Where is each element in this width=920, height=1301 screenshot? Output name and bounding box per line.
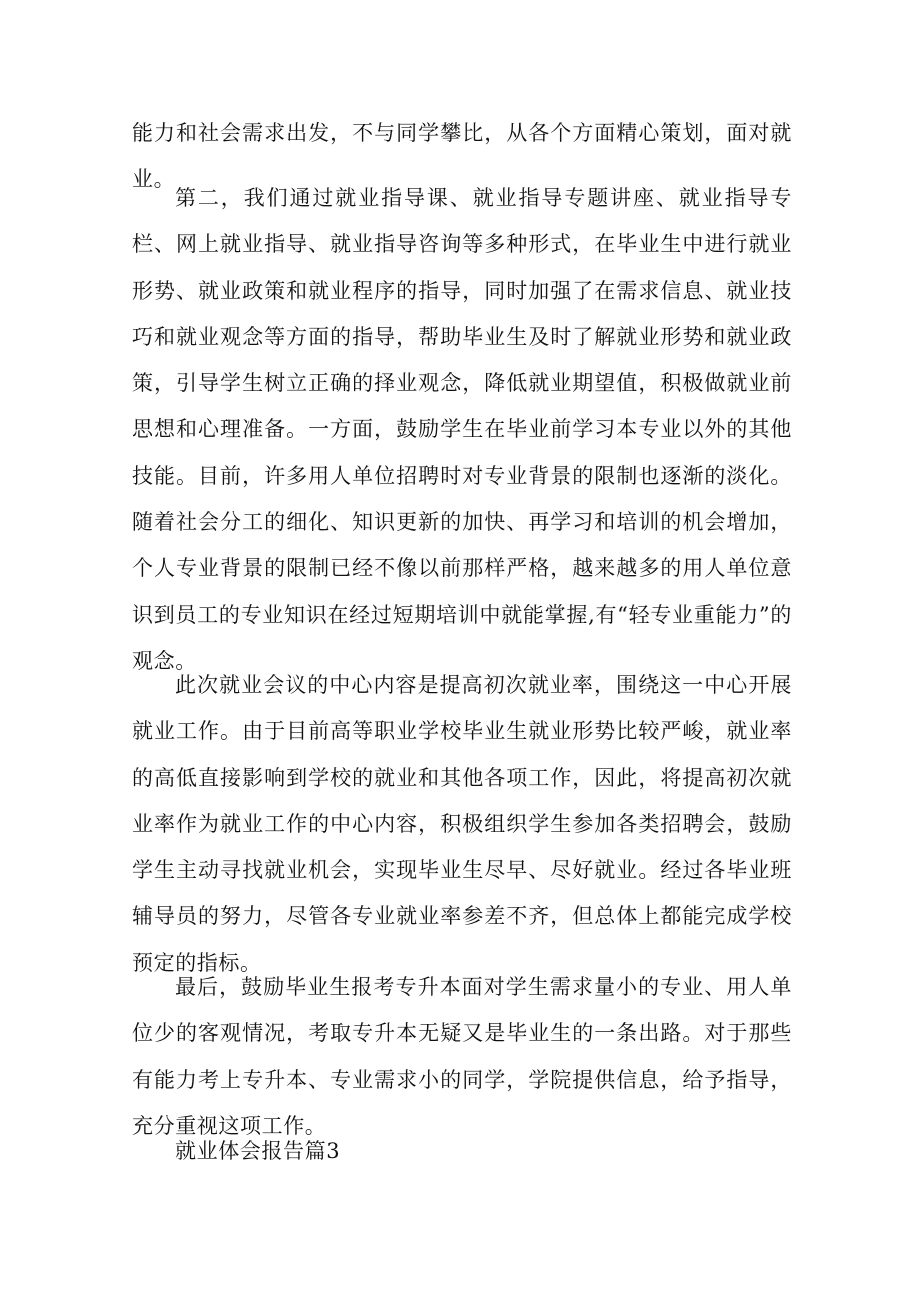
paragraph-continuation: 能力和社会需求出发，不与同学攀比，从各个方面精心策划，面对就业。 bbox=[132, 121, 792, 192]
section-heading: 就业体会报告篇3 bbox=[175, 1139, 341, 1163]
paragraph-employment-guidance: 第二，我们通过就业指导课、就业指导专题讲座、就业指导专栏、网上就业指导、就业指导咨询等多种形式，在毕业生中进行就业形势、就业政策和就业程序的指导，同时加强了在需求信息、就业技巧和就业观念等方面的指导，帮助毕业生及时了解就业形势和就业政策，引导学生树立正确的择业观念，降低就业期望值，积极做就业前思想和心理准备。一方面，鼓励学生在毕业前学习本专业以外的其他技能。目前，许多用人单位招聘时对专业背景的限制也逐渐的淡化。随着社会分工的细化、知识更新的加快、再学习和培训的机会增加，个人专业背景的限制已经不像以前那样严格，越来越多的用人单位意识到员工的专业知识在经过短期培训中就能掌握,有“轻专业重能力”的观念。 bbox=[132, 186, 792, 673]
paragraph-employment-meeting: 此次就业会议的中心内容是提高初次就业率，围绕这一中心开展就业工作。由于目前高等职业学校毕业生就业形势比较严峻，就业率的高低直接影响到学校的就业和其他各项工作，因此，将提高初次就业率作为就业工作的中心内容，积极组织学生参加各类招聘会，鼓励学生主动寻找就业机会，实现毕业生尽早、尽好就业。经过各毕业班辅导员的努力，尽管各专业就业率参差不齐，但总体上都能完成学校预定的指标。 bbox=[132, 673, 792, 975]
paragraph-upgrade-exam: 最后，鼓励毕业生报考专升本面对学生需求量小的专业、用人单位少的客观情况，考取专升本无疑又是毕业生的一条出路。对于那些有能力考上专升本、专业需求小的同学，学院提供信息，给予指导，充分重视这项工作。 bbox=[132, 975, 792, 1138]
